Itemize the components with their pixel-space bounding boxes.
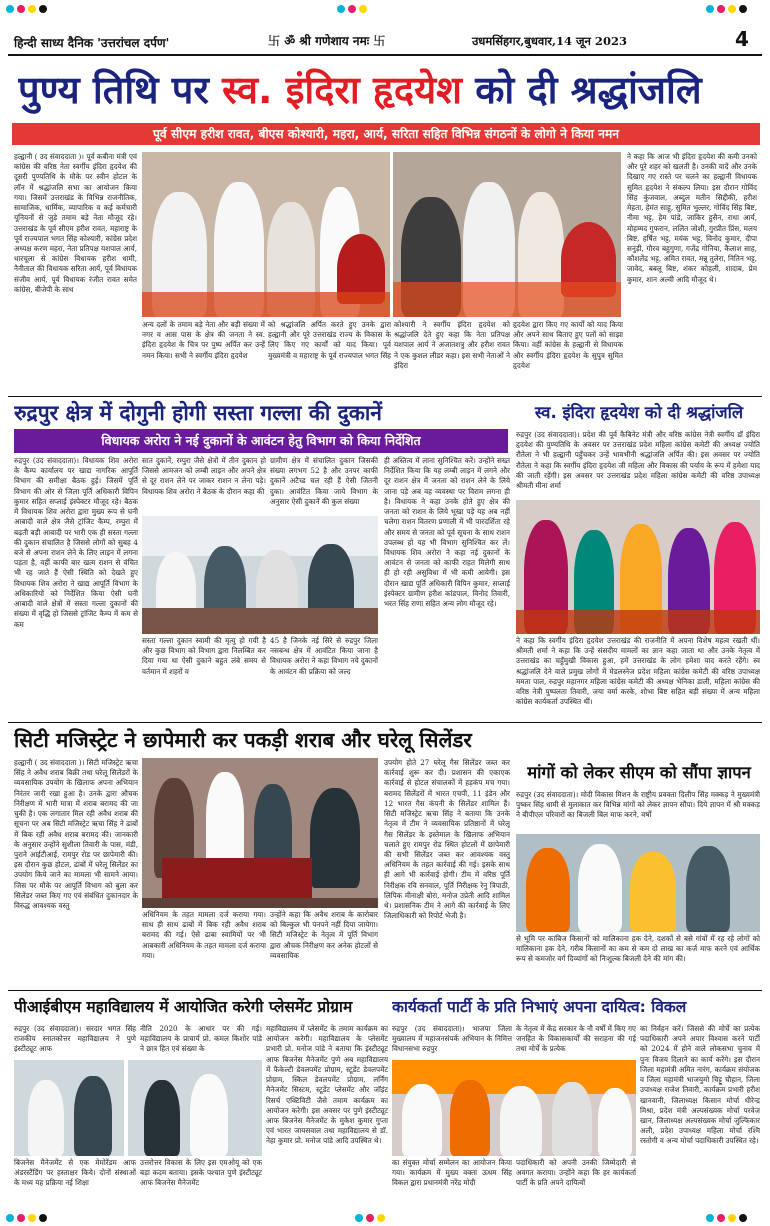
masthead-dots-center — [337, 3, 367, 15]
story4-col3: उन्होंने कहा कि अवैध शराब के कारोबार को बिल्कुल भी पनपने नहीं दिया जायेगा। सिटी मजिस्ट्रेट के नेतृत्व में पूर्ति विभाग द्वारा औचक निरीक्षण कर अनेक होटलों से व्यवसायिक — [270, 910, 378, 960]
story7-photo — [392, 1060, 636, 1156]
story7-col1: रुद्रपुर (उद संवाददाता)। भाजपा जिला मुख्यालय में महाजनसंपर्क अभियान के निमित्त विधानसभा रुद्रपुर — [392, 1024, 512, 1054]
story4-headline: सिटी मजिस्ट्रेट ने छापेमारी कर पकड़ी शराब और घरेलू सिलेंडर — [14, 728, 472, 752]
story4-col2: अधिनियम के तहत मामला दर्ज कराया गया। साथ ही साथ ढाबों में बिक रही अवैध शराब बरामद की गई। ऐसे ढाबा स्वामियों पर भी आबकारी अधिनियम के तहत मामला दर्ज कराया गया। — [142, 910, 266, 960]
story4-photo — [142, 758, 378, 908]
footer-dots-right — [706, 1212, 747, 1224]
story6-col1: रुद्रपुर (उद संवाददाता)। सरदार भगत सिंह राजकीय स्नातकोत्तर महाविद्यालय ने पुणे इंस्टीट्यूट आफ — [14, 1024, 136, 1054]
page-number: 4 — [735, 27, 749, 51]
story5-headline: मांगों को लेकर सीएम को सौंपा ज्ञापन — [527, 763, 751, 782]
story1-bottom-rule — [8, 396, 762, 397]
story5-top-text: रुद्रपुर (उद संवाददाता)। मोदी विकास मिशन के राष्ट्रीय प्रवक्ता दिलीप सिंह मक्कड़ ने मुख्यमंत्री पुष्कर सिंह धामी से मुलाकात कर विभिन्न मांगों को लेकर ज्ञापन सौंपा। दिये ज्ञापन में श्री मक्कड़ ने बीपीएल परिवारों का बिजली बिल माफ करने, वर्षों — [516, 790, 760, 820]
story7-caption1: का संयुक्त मोर्चा सम्मेलन का आयोजन किया गया। कार्यक्रम में मुख्य वक्ता ऊधम सिंह विकल द्वारा प्रधानमंत्री नरेंद्र मोदी — [392, 1158, 512, 1188]
story4-col4: उपयोग होते 27 घरेलू गैस सिलेंडर जब्त कर कार्रवाई शुरू कर दी। प्रशासन की एकाएक कार्रवाई से होटल संचालकों में हड़कंप मच गया। बरामद सिलेंडरों में भारत एचपी, 11 इंडेन और 12 भारत गैस कंपनी के सिलेंडर शामिल हैं। सिटी मजिस्ट्रेट ऋचा सिंह ने बताया कि उनके नेतृत्व में टीम ने व्यवसायिक प्रतिष्ठानों में घरेलू गैस सिलेंडर के इस्तेमाल के खिलाफ अभियान चलाते हुए रामपुर रोड स्थित होटलों में छापेमारी की सभी सिलेंडर जब्त कर आवश्यक वस्तु अधिनियम के तहत कार्रवाई की गई। इसके साथ ही आगे भी कार्रवाई होगी। टीम में वरिष्ठ पूर्ति निरीक्षक रवि सनवाल, पूर्ति निरीक्षक रेनु त्रिपाठी, लिपिक मीनाक्षी बोरा, मनोज उप्रेती आदि शामिल थे। प्रशासनिक टीम ने आगे की कार्रवाई के लिए जिलाधिकारी को रिपोर्ट भेजी है। — [384, 758, 510, 921]
story7-caption2: पदाधिकारी को अपनी उनकी जिम्मेदारी से अवगत कराया। उन्होंने कहा कि हर कार्यकर्ता पार्टी के प्रति अपने दायित्वों — [516, 1158, 636, 1188]
story2-col1: रुद्रपुर (उद संवाददाता)। विधायक शिव अरोरा के कैम्प कार्यालय पर खाद्य नागरिक आपूर्ति विभाग की समीक्षा बैठक हुई। जिसमें पूर्ति विभाग की ओर से जिला पूर्ति अधिकारी विपिन कुमार सहित सप्लाई इंस्पेक्टर मौजूद रहे। बैठक में विधायक शिव अरोरा द्वारा मुख्य रूप से घनी आबादी वाले क्षेत्र जैसे ट्रांजिट कैम्प, रम्पुरा में बढ़ती बड़ी आबादी पर भारी एक ही सस्ता गल्ला की दुकान संचालित है जिससे लोगों को सुबह 4 बजे से अपना राशन लेने के लिए लाइन में लगना पड़ता है, वहीं काफी बार खत्म राशन से वंचित भी रह जाते हैं ऐसी स्थिति को देखते हुए विधायक शिव अरोरा ने खाद्य आपूर्ति विभाग के अधिकारियों को निर्देशित किया ऐसी घनी आबादी वाले क्षेत्रों में सस्ता गल्ला दुकानों की संख्या में वृद्धि हो जिससे ट्रांजिट कैम्प में कम से कम — [14, 456, 138, 629]
story6-col2: नीति 2020 के आधार पर की गई। महाविद्यालय के प्राचार्य प्रो. कमल किशोर पांडे ने छात्र हित एवं संख्या के — [140, 1024, 262, 1054]
paper-name: हिन्दी साध्य दैनिक 'उत्तरांचल दर्पण' — [14, 36, 170, 50]
ganesh-icon: 卐 — [369, 34, 386, 48]
story2-bottom-rule — [8, 722, 762, 723]
story45-bottom-rule — [8, 990, 762, 991]
story1-subheadline: पूर्व सीएम हरीश रावत, बीएस कोश्यारी, महरा, आर्य, सरिता सहित विभिन्न संगठनों के लोगो ने किया नमन — [12, 123, 760, 145]
story7-headline: कार्यकर्ता पार्टी के प्रति निभाएं अपना दायित्व: विकल — [392, 998, 687, 1016]
story1-photo-2 — [393, 152, 621, 317]
story1-headline: पुण्य तिथि पर स्व. इंदिरा हृदयेश को दी श्रद्धांजलि — [18, 68, 702, 112]
masthead-dots-right — [706, 3, 747, 15]
story4-col1: हल्द्वानी ( उद संवाददाता )। सिटी मजिस्ट्रेट ऋचा सिंह ने अवैध शराब बिक्री तथा घरेलू सिलेंडरों के व्यवसायिक उपयोग के खिलाफ अपना अभियान निरंतर जारी रखा हुआ है। उनके द्वारा औचक निरीक्षण में भारी मात्रा में शराब बरामद की जा चुकी है। एक लगातार मिल रही अवैध शराब की सूचना पर अब सिटी मजिस्ट्रेट ऋचा सिंह ने ढाबों में बिक रही अवैध शराब बरामद की। जानकारी के अनुसार उन्होंने सुशीला तिवारी के पास, मंडी, पुराने आईटीआई, रामपुर रोड पर छापेमारी की। इस दौरान कुछ होटल, ढाबों में घरेलू सिलेंडर का उपयोग किये जाने का मामला भी सामने आया। जिस पर मौके पर आपूर्ति विभाग को बुला कर सिलेंडर जब्त किए गए एवं संबंधित दुकानदार के विरुद्ध आवश्यक वस्तु — [14, 758, 138, 911]
story7-col2: के नेतृत्व में केंद्र सरकार के नौ वर्षों में किए गए जनहित के विकासकार्यों की सराहना की गई तथा मोर्चे के प्रत्येक — [516, 1024, 636, 1054]
story3-photo — [516, 500, 760, 634]
story1-col4: कोश्यारी ने स्वर्गीय इंदिरा हृदयेश को श्रद्धांजलि देते हुए कहा कि नेता प्रतिपक्ष यशपाल आर्य ने अजातशत्रु और हरीश रावत ने एक कुशल लीडर कहा। इस सभी नेताओं ने इंदिरा — [394, 320, 510, 370]
story1-col1: हल्द्वानी ( उद संवाददाता )। पूर्व कबीना मंत्री एवं कांग्रेस की वरिष्ठ नेता स्वर्गीय इंदिरा हृदयेश की दूसरी पुण्यतिथि के मौके पर स्वीन होटल के लॉन में श्रद्धांजलि सभा का आयोजन किया गया। जिसमें उत्तराखंड के विभिन्न राजनीतिक, सामाजिक, धार्मिक, व्यापारिक व कई कर्मचारी यूनियनों से जुड़े तमाम बड़े नेता मौजूद रहे। उत्तराखंड के पूर्व सीएम हरीश रावत, महाराष्ट्र के पूर्व राज्यपाल भगत सिंह कोश्यारी, कांग्रेस प्रदेश अध्यक्ष करण महरा, नेता प्रतिपक्ष यशपाल आर्य, धारचूला से कांग्रेस विधायक हरीश धामी, नैनीताल की विधायक सरिता आर्य, पूर्व विधायक संजीव आर्य, पूर्व विधायक रंजीत रावत समेत कांग्रेस, बीजेपी के साथ — [14, 152, 137, 294]
story2-subheadline: विधायक अरोरा ने नई दुकानों के आवंटन हेतु विभाग को किया निर्देशित — [14, 429, 508, 453]
story2-headline: रुद्रपुर क्षेत्र में दोगुनी होगी सस्ता गल्ला की दुकानें — [14, 401, 382, 425]
story1-col6: ने कहा कि आज भी इंदिरा हृदयेश की कमी उनको और पूरे शहर को खलती है। उनकी यादें और उनके दिखाए गए रास्ते पर चलने का हल्द्वानी विधायक सुमित हृदयेश ने संकल्प लिया। इस दौरान गोविंद सिंह कुंजवाल, अब्दुल मतीन सिद्दीकी, हरीश मेहता, हेमंत साहू, सुमित भुल्लर, गोविंद सिंह बिष्ट, नीमा भट्ट, हेम पांडे, जाकिर हुसैन, राधा आर्य, मोहम्मद गुफरान, ललित जोशी, गुरप्रीत प्रिंस, मलय बिष्ट, हर्षित भट्ट, मयंक भट्ट, विनोद कुमार, दीपा सनुड़ी, गौरव बहुगुणा, गजेंद्र गोनिया, कैलाश साह, कौशलेंद्र भट्ट, अमित रावत, मन्नू तुलेरा, नितिन भट्ट, जावेद, बबलू बिष्ट, शंकर कोहली, शादाब, प्रेम कुमार, शान अल्वी आदि मौजूद थे। — [627, 152, 757, 284]
story2-col6: 45 है जिनके नई सिरे से रुद्रपुर जिला नसबन्ध क्षेत्र में आवंटित किया जाना है विधायक अरोरा ने कहा विभाग नये दुकानों के आवंटन की प्रक्रिया को जल्द — [270, 636, 378, 676]
story1-col5: हृदयेश द्वारा किए गए कार्यों को याद किया और अपने साथ बिताए हुए पलों को साझा किया। वहीं कांग्रेस के हल्द्वानी से विधायक और स्वर्गीय इंदिरा हृदयेश के सुपुत्र सुमित हृदयेश — [513, 320, 623, 370]
masthead-rule — [8, 54, 762, 56]
story7-col3: का निर्वहन करें। जिससे की मोर्चे का प्रत्येक पदाधिकारी अपने अपार विश्वास करने पार्टी को 2024 में होने वाले लोकसभा चुनाव में पुनः विजय दिलाने का कार्य करेंगे। इस दौरान जिला महामंत्री अमित नारंग, कार्यक्रम संयोजक व जिला महामंत्री भाजयुमो चिट्टू चौहान, जिला उपाध्यक्ष राजेश तिवारी, कार्यक्रम प्रभारी हरीश खानवानी, जिलाध्यक्ष किसान मोर्चा धीरेन्द्र मिश्रा, प्रदेश मंत्री अल्पसंख्यक मोर्चा परवेज खान, जिलाध्यक्ष अल्पसंख्यक मोर्चा जुल्फिकार अली, प्रदेश उपाध्यक्ष महिला मोर्चा रश्मि रस्तोगी व अन्य मोर्चा पदाधिकारी उपस्थित रहे। — [640, 1024, 760, 1146]
story5-bottom-text: से भूमि पर काबिज किसानों को मालिकाना हक देने, दशकों से बसे गांवों में रह रहे लोगों को मालिकाना हक देने, गरीब किसानों का कम से कम दो लाख का कर्ज माफ करने एवं आर्थिक रूप से कमजोर वर्ग दिव्यांगों को निःशुल्क बिजली देने की मांग की। — [516, 934, 760, 964]
masthead-dots-left — [6, 3, 47, 15]
story2-col4: ही अस्तित्व में लाना सुनिश्चित करें। उन्होंने सख्त निर्देशित किया कि यह लम्बी लाइन में लगने और दूर राशन क्षेत्र में जनता को राशन लेने के लिये जाना पड़े अब वह व्यवस्था पर विराम लगना ही है। विधायक ने कहा उनके होते हुए क्षेत्र की जनता को राशन के लिये भूखा पड़े यह अब नहीं चलेगा राशन वितरण प्रणाली में भी पारदर्शिता रहे और समय से जनता को पूर्व सूचना के साथ राशन उपलब्ध हो यह भी विभाग सुनिश्चित कर लें। विधायक शिव अरोरा ने कहा नई दुकानों के आवंटन से जनता को काफी राहत मिलेगी साथ ही हो रही असुविधा में भी कमी आयेगी। इस दौरान खाद्य पूर्ति अधिकारी विपिन कुमार, सप्लाई इंस्पेक्टर ग्रामीण हरीश कांडपाल, विनोद तिवारी, भरत सिंह राणा सहित अन्य लोग मौजूद रहे। — [384, 456, 510, 609]
story3-top-text: रुद्रपुर (उद संवाददाता)। प्रदेश की पूर्व कैबिनेट मंत्री और वरिष्ठ कांग्रेस नेत्री स्वर्गीय डॉ इंदिरा हृदयेश की पुण्यतिथि के अवसर पर उत्तराखंड प्रदेश महिला कांग्रेस कमेटी की अध्यक्ष ज्योति रौतेला ने भी हल्द्वानी पहुँचकर उन्हें भावभीनी श्रद्धांजलि अर्पित की। इस अवसर पर ज्योति रौतेला ने कहा कि स्वर्गीय इंदिरा हृदयेश जी महिला और विकास की पर्याय के रूप में हमेशा याद की जाती रहेंगी। इस अवसर पर उत्तराखंड प्रदेश महिला कांग्रेस कमेटी की वरिष्ठ उपाध्यक्ष श्रीमती मीना शर्मा — [516, 430, 760, 491]
story3-bottom-text: ने कहा कि स्वर्गीय इंदिरा हृदयेश उत्तराखंड की राजनीति में अपना विशेष महत्व रखती थीं। श्रीमती शर्मा ने कहा कि उन्हें संसदीय मामलों का ज्ञान कहा जाता था और उनके नेतृत्व में उत्तराखंड का चहुँमुखी विकास हुआ, हमें उत्तराखंड के लोग हमेशा याद करते रहेंगे। स्व श्रद्धांजलि देने वाले प्रमुख लोगों में मेडलस्नेज प्रदेश महिला कांग्रेस कमेटी की वरिष्ठ उपाध्यक्ष ममता पाल, रुद्रपुर महानगर महिला कांग्रेस कमेटी की अध्यक्ष भेनिका डाली, महिला कांग्रेस की वरिष्ठ नेत्री पुष्पलता तिवारी, जया वर्मा करके, शोभा बिष्ट सहित बड़ी संख्या में अन्य महिला कांग्रेस कार्यकर्ता उपस्थित थीं। — [516, 636, 760, 707]
story5-photo — [516, 834, 760, 932]
invocation: 卐 ॐ श्री गणेशाय नमः 卐 — [268, 34, 386, 48]
story2-photo — [142, 516, 378, 634]
ganesh-icon: 卐 — [268, 34, 285, 48]
story1-col3: को श्रद्धांजलि अर्पित करते हुए उनके द्वारा हल्द्वानी और पूरे उत्तराखंड राज्य के विकास के लिए किए गए कार्यों को याद किया। पूर्व मुख्यमंत्री व महाराष्ट्र के पूर्व राज्यपाल भगत सिंह — [268, 320, 391, 360]
story6-col3: महाविद्यालय में प्लेसमेंट के तमाम कार्यक्रम का आयोजन करेगी। महाविद्यालय के प्लेसमेंट प्रभारी प्रो. मनोज पांडे ने बताया कि इंस्टीट्यूट आफ बिजनेस मैनेजमेंट पुणे अब महाविद्यालय में फैकेल्टी डेवलपमेंट प्रोग्राम, स्टूडेंट डेवलपमेंट प्रोग्राम, स्किल डेवलपमेंट प्रोग्राम, लर्निंग मैनेजमेंट सिस्टम, स्टूडेंट प्लेसमेंट और जॉइंट रिसर्च एक्टिविटी जैसे तमाम कार्यक्रम का आयोजन करेगी। इस अवसर पर पुणे इंस्टीट्यूट आफ बिजनेस मैनेजमेंट के मुकेश कुमार गुप्ता एवं भारत जायसवाल तथा महाविद्यालय से डॉ. नेहा कुमार प्रो. मनोज पांडे आदि उपस्थित थे। — [266, 1024, 388, 1146]
story3-headline: स्व. इंदिरा हृदयेश को दी श्रद्धांजलि — [534, 403, 744, 422]
story1-col2: अन्य दलों के तमाम बड़े नेता और बड़ी संख्या में नगर व आस पास के क्षेत्र की जनता ने स्व. इंदिरा हृदयेश के चित्र पर पुष्प अर्पित कर उन्हें नमन किया। सभी ने स्वर्गीय इंदिरा हृदयेश — [142, 320, 265, 360]
story2-col5: सस्ता गल्ला दुकान स्वामी की मृत्यु हो गयी है और कुछ विभाग को विभाग द्वारा निलम्बित कर दिया गया था ऐसी दुकाने बहुत लंबे समय से वर्तमान में शहरों व — [142, 636, 266, 676]
story2-col2: सात दुकानें, रम्पुरा जैसे क्षेत्रों में तीन दुकान हो जिससे आमजन को लम्बी लाइन और अपने क्षेत्र से दूर राशन लेने पर जाकर राशन न लेना पड़े। विधायक शिव अरोरा ने बैठक के दौरान कहा की — [142, 456, 266, 496]
footer-dots-center — [355, 1212, 385, 1224]
story6-headline: पीआईबीएम महाविद्यालय में आयोजित करेगी प्लेसमेंट प्रोग्राम — [14, 998, 353, 1016]
story6-photo — [14, 1060, 262, 1156]
story2-col3: ग्रामीण क्षेत्र में संचालित दुकान जिसकी संख्या लगभग 52 है और उनपर काफी दुकानें अटैच्ड चल रही हैं ऐसी जितनी दुका। आवंटित किया जाये विभाग के अनुसार ऐसी दुकानें की कुल संख्या — [270, 456, 378, 506]
place-date: उधमसिंहगर,बुधवार,14 जून 2023 — [472, 34, 627, 48]
story1-photo-main — [142, 152, 390, 317]
story6-caption2: उत्तरोत्तर विकास के लिए इस एमओयू को एक बड़ा कदम बताया। इसके पश्चात पुणे इंस्टीट्यूट आफ बिजनेस मैनेजमेंट — [140, 1158, 262, 1188]
footer-dots-left — [6, 1212, 47, 1224]
story6-caption1: बिजनेस मैनेजमेंट से एक मेमोरेंडम आफ अंडरस्टैंडिंग पर हस्ताक्षर किये। दोनों संस्थाओं के मध्य यह प्रक्रिया नई शिक्षा — [14, 1158, 136, 1188]
